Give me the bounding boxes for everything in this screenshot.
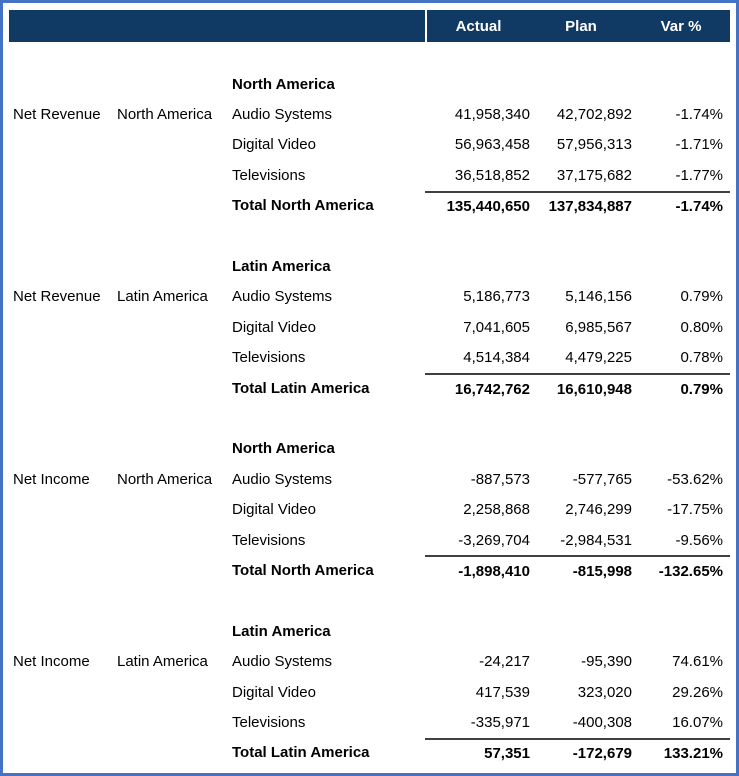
cell-product: Televisions xyxy=(232,349,306,367)
cell-actual: -887,573 xyxy=(470,470,530,488)
total-actual: -1,898,410 xyxy=(425,555,530,585)
cell-var-pct: -17.75% xyxy=(667,501,723,519)
total-label: Total North America xyxy=(232,561,374,579)
cell-var-pct: 29.26% xyxy=(672,683,723,701)
cell-actual: -24,217 xyxy=(479,653,530,671)
group-header-row xyxy=(9,616,730,646)
section-spacer xyxy=(9,221,730,251)
cell-plan: -577,765 xyxy=(572,470,632,488)
total-row xyxy=(9,555,730,585)
cell-var-pct: -53.62% xyxy=(667,470,723,488)
group-header-label: Latin America xyxy=(232,258,331,276)
total-row xyxy=(9,191,730,221)
group-header-row xyxy=(9,251,730,281)
total-label: Total Latin America xyxy=(232,379,370,397)
table-row xyxy=(9,677,730,707)
table-row xyxy=(9,160,730,190)
cell-measure: Net Income xyxy=(13,653,90,671)
cell-actual: 417,539 xyxy=(475,683,530,701)
cell-actual: 36,518,852 xyxy=(454,166,530,184)
cell-plan: -2,984,531 xyxy=(560,531,632,549)
section-spacer xyxy=(9,42,730,69)
cell-plan: 5,146,156 xyxy=(565,288,632,306)
total-plan: -815,998 xyxy=(530,555,632,585)
table-row xyxy=(9,494,730,524)
total-actual: 16,742,762 xyxy=(425,373,530,403)
cell-region: North America xyxy=(117,470,213,488)
cell-actual: 7,041,605 xyxy=(463,318,530,336)
table-row xyxy=(9,707,730,737)
cell-var-pct: -1.74% xyxy=(675,106,723,124)
total-actual: 135,440,650 xyxy=(425,191,530,221)
cell-product: Audio Systems xyxy=(232,470,333,488)
group-header-row xyxy=(9,69,730,99)
cell-product: Digital Video xyxy=(232,136,316,154)
cell-measure: Net Income xyxy=(13,470,90,488)
cell-var-pct: -1.77% xyxy=(675,166,723,184)
group-header-label: North America xyxy=(232,440,335,458)
cell-var-pct: -9.56% xyxy=(675,531,723,549)
cell-measure: Net Revenue xyxy=(13,106,101,124)
cell-var-pct: 0.80% xyxy=(680,318,723,336)
table-row xyxy=(9,130,730,160)
total-var-pct: -132.65% xyxy=(632,555,730,585)
section-spacer xyxy=(9,586,730,616)
total-var-pct: 133.21% xyxy=(632,738,730,768)
cell-product: Televisions xyxy=(232,713,306,731)
total-row xyxy=(9,373,730,403)
cell-product: Audio Systems xyxy=(232,288,333,306)
cell-measure: Net Revenue xyxy=(13,288,101,306)
cell-product: Audio Systems xyxy=(232,106,333,124)
column-header-actual: Actual xyxy=(425,10,530,42)
cell-var-pct: -1.71% xyxy=(675,136,723,154)
column-header-plan: Plan xyxy=(565,17,597,35)
group-header-row xyxy=(9,434,730,464)
cell-plan: -95,390 xyxy=(581,653,632,671)
cell-plan: 42,702,892 xyxy=(556,106,632,124)
total-plan: 16,610,948 xyxy=(530,373,632,403)
group-header-label: North America xyxy=(232,75,335,93)
table-row xyxy=(9,282,730,312)
cell-product: Digital Video xyxy=(232,318,316,336)
report-table xyxy=(9,42,730,768)
table-row xyxy=(9,646,730,676)
total-plan: 137,834,887 xyxy=(530,191,632,221)
total-var-pct: -1.74% xyxy=(632,191,730,221)
cell-actual: 4,514,384 xyxy=(463,349,530,367)
total-label: Total Latin America xyxy=(232,744,370,762)
cell-product: Audio Systems xyxy=(232,653,333,671)
header-blank-cell xyxy=(9,10,425,42)
total-label: Total North America xyxy=(232,197,374,215)
table-row xyxy=(9,464,730,494)
cell-plan: -400,308 xyxy=(572,713,632,731)
cell-actual: 41,958,340 xyxy=(454,106,530,124)
table-row xyxy=(9,343,730,373)
cell-var-pct: 0.78% xyxy=(680,349,723,367)
cell-product: Digital Video xyxy=(232,501,316,519)
total-row xyxy=(9,738,730,768)
section-spacer xyxy=(9,403,730,433)
table-row xyxy=(9,525,730,555)
column-header-var-pct: Var % xyxy=(660,17,702,35)
cell-product: Digital Video xyxy=(232,683,316,701)
cell-region: North America xyxy=(117,106,213,124)
cell-actual: -3,269,704 xyxy=(458,531,530,549)
cell-plan: 57,956,313 xyxy=(556,136,632,154)
cell-plan: 323,020 xyxy=(577,683,632,701)
total-plan: -172,679 xyxy=(530,738,632,768)
cell-plan: 37,175,682 xyxy=(556,166,632,184)
cell-var-pct: 0.79% xyxy=(680,288,723,306)
cell-region: Latin America xyxy=(117,653,208,671)
cell-actual: -335,971 xyxy=(470,713,530,731)
total-actual: 57,351 xyxy=(425,738,530,768)
cell-actual: 2,258,868 xyxy=(463,501,530,519)
cell-actual: 56,963,458 xyxy=(454,136,530,154)
cell-plan: 4,479,225 xyxy=(565,349,632,367)
group-header-label: Latin America xyxy=(232,622,331,640)
cell-plan: 2,746,299 xyxy=(565,501,632,519)
total-var-pct: 0.79% xyxy=(632,373,730,403)
cell-var-pct: 16.07% xyxy=(672,713,723,731)
cell-var-pct: 74.61% xyxy=(672,653,723,671)
cell-actual: 5,186,773 xyxy=(463,288,530,306)
cell-product: Televisions xyxy=(232,166,306,184)
cell-product: Televisions xyxy=(232,531,306,549)
table-header xyxy=(9,10,730,42)
table-row xyxy=(9,99,730,129)
cell-region: Latin America xyxy=(117,288,208,306)
table-row xyxy=(9,312,730,342)
cell-plan: 6,985,567 xyxy=(565,318,632,336)
